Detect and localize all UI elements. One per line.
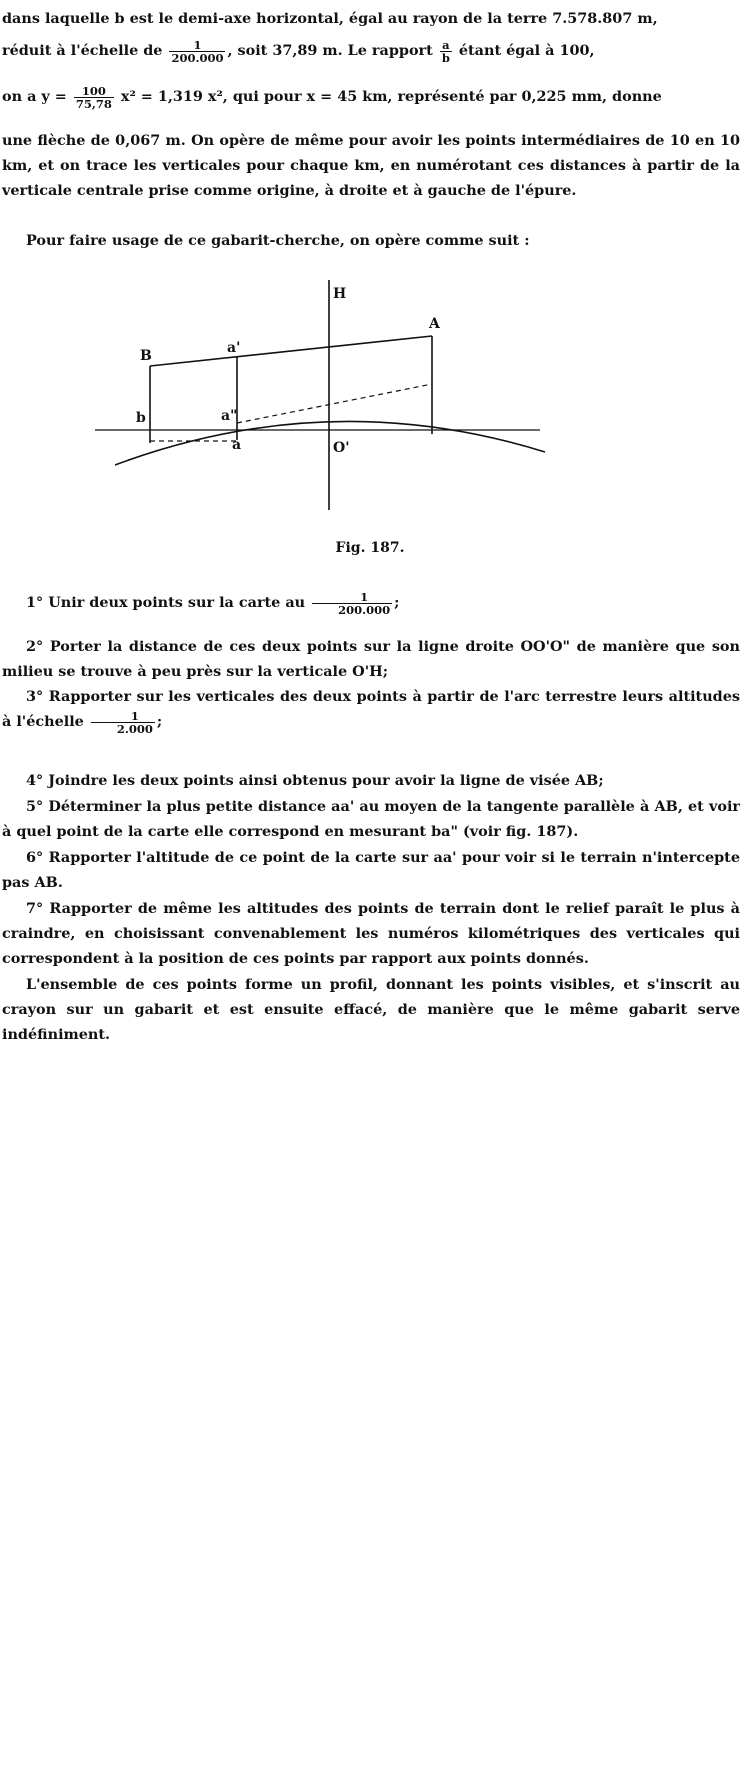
fraction-numerator: 100: [81, 83, 106, 98]
text-span: x² = 1,319 x², qui pour x = 45 km, représenté par 0,225 mm, donne: [120, 88, 662, 105]
label-a-upper: A: [429, 316, 440, 332]
paragraph-intro-rest: une flèche de 0,067 m. On opère de même pour avoir les points intermédiaires de 10 en 10 km, et on trace les verticales pour chaque km, en numérotant ces distances à partir de la verticale centrale prise comme origine, à droite et à gauche de l'épure.: [2, 132, 740, 199]
paragraph-intro-line-3: [2, 84, 740, 110]
text-span: , soit 37,89 m. Le rapport: [227, 42, 433, 59]
label-o-prime: O': [333, 440, 350, 456]
text-span: réduit à l'échelle de: [2, 42, 163, 59]
fraction-denominator: 200.000: [312, 603, 392, 616]
dashed-tangent: [237, 384, 432, 423]
label-a-second: a": [221, 408, 238, 424]
paragraph-intro-line-2: [2, 38, 740, 64]
figure-svg: [95, 280, 645, 520]
fraction-map-scale: [312, 591, 392, 616]
label-b-upper: B: [140, 348, 152, 364]
earth-arc: [115, 421, 545, 465]
fraction-ratio: [440, 39, 452, 64]
fraction-altitude-scale: [91, 710, 155, 735]
fraction-denominator: b: [441, 50, 450, 65]
closing-paragraph: L'ensemble de ces points forme un profil, donnant les points visibles, et s'inscrit au crayon sur un gabarit et est ensuite effacé, de manière que le même gabarit serve indéfiniment.: [2, 976, 740, 1043]
step-6: 6° Rapporter l'altitude de ce point de la carte sur aa' pour voir si le terrain n'intercepte pas AB.: [2, 849, 740, 891]
paragraph-intro-line-1: [2, 6, 740, 31]
sight-line-ab: [150, 336, 432, 366]
text-span: étant égal à 100,: [458, 42, 595, 59]
label-b-lower: b: [136, 410, 146, 426]
fraction-numerator: a: [442, 37, 450, 52]
fraction-denominator: 2.000: [91, 722, 155, 735]
figure-187: [95, 280, 645, 520]
text-span: 3° Rapporter sur les verticales des deux points à partir de l'arc terrestre leurs altitudes à l'échelle: [2, 688, 740, 730]
fraction-denominator: 75,78: [75, 96, 112, 111]
step-3: [2, 684, 740, 735]
fraction-numerator: 1: [193, 37, 202, 52]
step-2: 2° Porter la distance de ces deux points sur la ligne droite OO'O" de manière que son milieu se trouve à peu près sur la verticale O'H;: [2, 638, 740, 680]
figure-caption: Fig. 187.: [335, 540, 405, 556]
text-span: dans laquelle b est le demi-axe horizontal, égal au rayon de la terre 7.578.807 m,: [2, 10, 658, 27]
step-7: 7° Rapporter de même les altitudes des points de terrain dont le relief paraît le plus à craindre, en choisissant convenablement les numéros kilométriques des verticales qui correspondent à la position de ces points par rapport aux points donnés.: [2, 900, 740, 967]
step-5: 5° Déterminer la plus petite distance aa' au moyen de la tangente parallèle à AB, et voir à quel point de la carte elle correspond en mesurant ba" (voir fig. 187).: [2, 798, 740, 840]
text-span: on a y =: [2, 88, 67, 105]
fraction-denominator: 200.000: [171, 50, 224, 65]
step-4: 4° Joindre les deux points ainsi obtenus pour avoir la ligne de visée AB;: [26, 772, 604, 789]
fraction-scale: [169, 39, 225, 64]
paragraph-usage-intro: Pour faire usage de ce gabarit-cherche, on opère comme suit :: [26, 232, 530, 249]
label-a-lower: a: [232, 437, 242, 453]
fraction-coefficient: [74, 85, 114, 110]
step-1: [2, 590, 740, 616]
label-a-prime: a': [227, 340, 241, 356]
text-span: ;: [394, 594, 400, 611]
fraction-numerator: 1: [130, 708, 139, 723]
label-h: H: [333, 286, 347, 302]
text-span: ;: [156, 713, 163, 730]
text-span: 1° Unir deux points sur la carte au: [26, 594, 306, 611]
fraction-numerator: 1: [360, 589, 369, 604]
